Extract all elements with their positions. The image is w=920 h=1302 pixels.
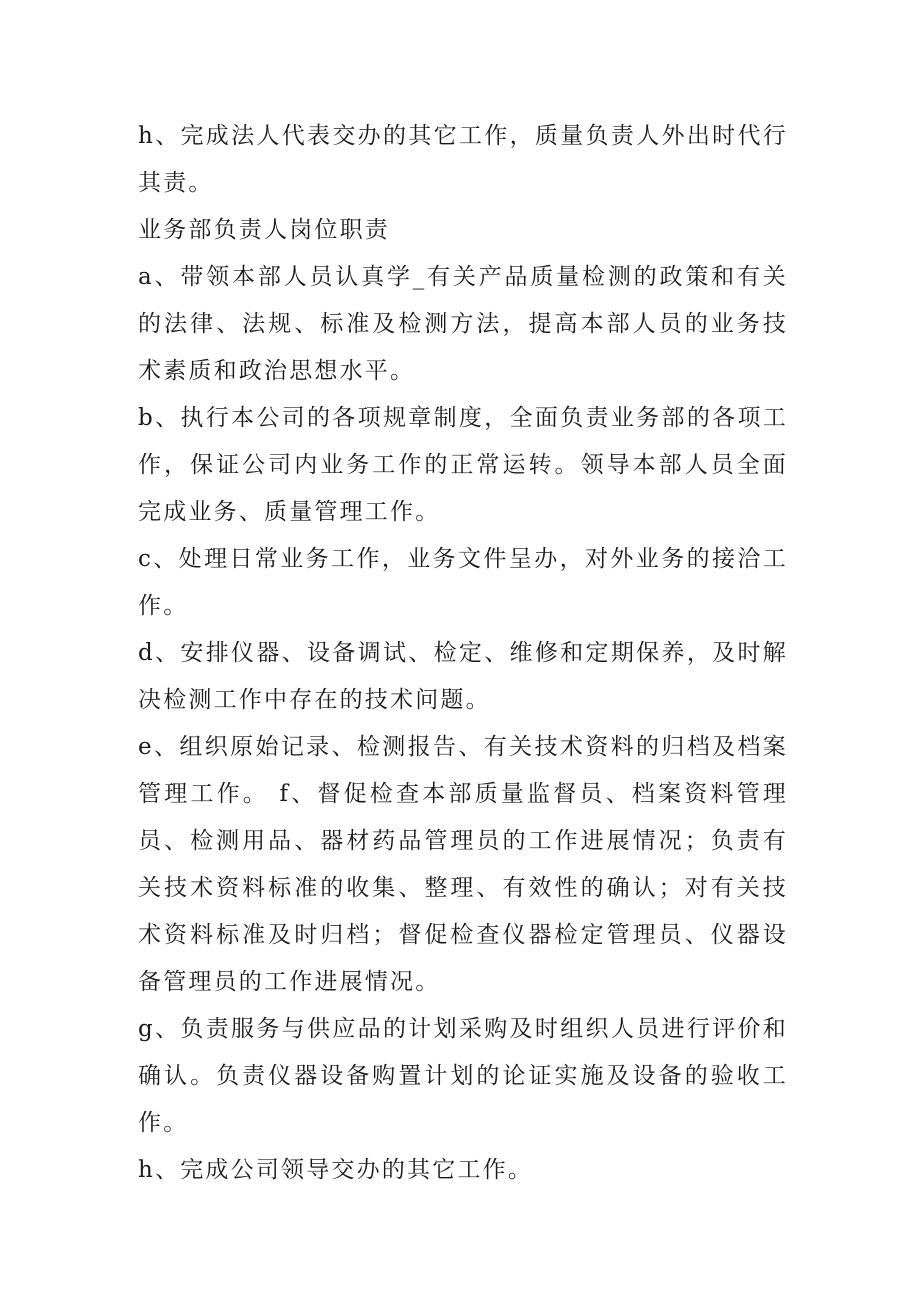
paragraph-b: b、执行本公司的各项规章制度，全面负责业务部的各项工作，保证公司内业务工作的正常运转。领导本部人员全面完成业务、质量管理工作。	[138, 405, 788, 525]
paragraph-d: d、安排仪器、设备调试、检定、维修和定期保养，及时解决检测工作中存在的技术问题。	[138, 640, 788, 713]
section-heading-business-dept: 业务部负责人岗位职责	[138, 217, 390, 243]
paragraph-a: a、带领本部人员认真学_有关产品质量检测的政策和有关的法律、法规、标准及检测方法，提高本部人员的业务技术素质和政治思想水平。	[138, 264, 788, 384]
paragraph-h-company: h、完成公司领导交办的其它工作。	[138, 1157, 534, 1183]
document-body	[138, 113, 788, 1194]
paragraph-h-legal-rep: h、完成法人代表交办的其它工作，质量负责人外出时代行其责。	[138, 123, 788, 196]
paragraph-e-f: e、组织原始记录、检测报告、有关技术资料的归档及档案管理工作。 f、督促检查本部质量监督员、档案资料管理员、检测用品、器材药品管理员的工作进展情况；负责有关技术资料标准的收集、整理、有效性的确认；对有关技术资料标准及时归档；督促检查仪器检定管理员、仪器设备管理员的工作进展情况。	[138, 734, 788, 995]
paragraph-c: c、处理日常业务工作，业务文件呈办，对外业务的接洽工作。	[138, 546, 788, 619]
paragraph-g: g、负责服务与供应品的计划采购及时组织人员进行评价和确认。负责仪器设备购置计划的论证实施及设备的验收工作。	[138, 1016, 788, 1136]
